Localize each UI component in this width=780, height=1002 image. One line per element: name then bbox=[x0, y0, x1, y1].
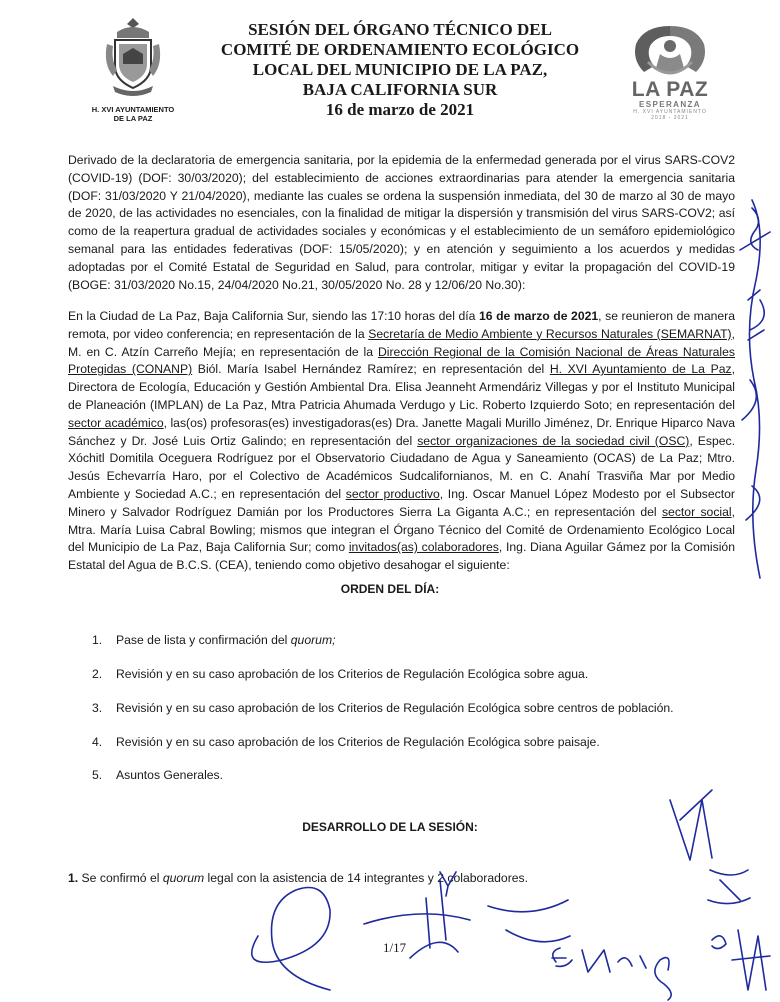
p2-text-6: , las(os) profesoras(es) investigadoras(es) Dra. Janette Magali Murillo Jiménez, Dr. Enrique Hiparco Nava Sánchez y Dr. José Luis Ortiz Galindo; en representación del bbox=[68, 415, 736, 448]
p2-semarnat: Secretaría de Medio Ambiente y Recursos Naturales (SEMARNAT) bbox=[368, 326, 732, 341]
agenda-text: Revisión y en su caso aprobación de los Criterios de Regulación Ecológica sobre paisaje. bbox=[116, 735, 600, 749]
p2-text-5: , Directora de Ecología, Educación y Gestión Ambiental Dra. Elisa Jeanneht Armendáriz Villegas y por el Instituto Municipal de Planeación (IMPLAN) de La Paz, Mtra Patricia Ahumada Verdugo y Lic. Roberto Izquierdo Soto; en representación del bbox=[68, 362, 735, 412]
p2-sector-social: sector social bbox=[661, 504, 732, 519]
agenda-text: Asuntos Generales. bbox=[116, 768, 224, 782]
agenda-heading: ORDEN DEL DÍA: bbox=[340, 582, 440, 596]
agenda-num: 1. bbox=[92, 633, 103, 647]
logo-years: 2018 - 2021 bbox=[651, 115, 689, 121]
p2-ayuntamiento: H. XVI Ayuntamiento de La Paz bbox=[549, 362, 732, 377]
p2-text-1: En la Ciudad de La Paz, Baja California Sur, siendo las 17:10 horas del día bbox=[68, 309, 479, 323]
p2-sector-academico: sector académico bbox=[68, 415, 164, 430]
agenda-item bbox=[92, 667, 588, 681]
signature-5-icon bbox=[655, 958, 671, 1000]
mark-1-icon bbox=[751, 208, 759, 250]
coat-of-arms-icon bbox=[103, 14, 163, 98]
signature-2-icon bbox=[364, 880, 470, 958]
agenda-num: 2. bbox=[92, 667, 103, 681]
agenda-item bbox=[92, 735, 600, 749]
agenda-text: Pase de lista y confirmación del bbox=[116, 633, 291, 647]
signature-8-icon bbox=[732, 930, 770, 990]
attendance-paragraph bbox=[68, 308, 735, 575]
logo-name: LA PAZ bbox=[631, 78, 709, 101]
la-paz-emblem-icon bbox=[626, 22, 714, 84]
agenda-num: 4. bbox=[92, 735, 103, 749]
p2-text-7: , Espec. Xóchitl Domitila Oceguera Rodríguez por el Observatorio Ciudadano de Agua y Saneamiento (OCAS) de La Paz; Mtro. Jesús Echevarría Haro, por el Colectivo de Académicos Sudcalifornianos, M. en C. Anahí Trasviña Mar por Medio Ambiente y Sociedad A.C.; en representación del bbox=[68, 433, 736, 501]
p2-text-3: , M. en C. Atzín Carreño Mejía; en representación de la bbox=[68, 326, 735, 359]
agenda-item bbox=[92, 701, 674, 715]
agenda-num: 3. bbox=[92, 701, 103, 715]
left-caption-line1: H. XVI AYUNTAMIENTO bbox=[91, 105, 175, 114]
p2-sector-productivo: sector productivo bbox=[345, 486, 440, 501]
mark-2-icon bbox=[748, 290, 760, 300]
agenda-text: Revisión y en su caso aprobación de los Criterios de Regulación Ecológica sobre centros de población. bbox=[116, 701, 674, 715]
p2-sector-osc: sector organizaciones de la sociedad civil (OSC) bbox=[417, 433, 690, 448]
agenda-italic: quorum; bbox=[290, 633, 336, 647]
dev-item-text-a: Se confirmó el bbox=[78, 871, 163, 885]
p2-conanp: Dirección Regional de la Comisión Nacional de Áreas Naturales Protegidas (CONANP) bbox=[68, 344, 735, 377]
p2-text-9: , Mtra. María Luisa Cabral Bowling; mismos que integran el Órgano Técnico del Comité de Ordenamiento Ecológico Local del Municipio de La Paz, Baja California Sur; como bbox=[68, 504, 736, 555]
dev-item-text-b: legal con la asistencia de 14 integrantes y 2 colaboradores. bbox=[204, 871, 529, 885]
la-paz-logo bbox=[622, 22, 718, 121]
p2-text-2: , se reunieron de manera remota, por video conferencia; en representación de la bbox=[68, 309, 735, 341]
title-line-2: COMITÉ DE ORDENAMIENTO ECOLÓGICO bbox=[220, 40, 580, 59]
development-heading: DESARROLLO DE LA SESIÓN: bbox=[302, 820, 478, 834]
dev-item-num: 1. bbox=[68, 871, 79, 885]
development-item-1 bbox=[68, 870, 735, 888]
signature-9-icon bbox=[712, 936, 726, 949]
page-number: 1/17 bbox=[383, 940, 407, 955]
logo-sub: ESPERANZA bbox=[639, 100, 701, 109]
mark-3-icon bbox=[748, 330, 764, 340]
margin-signature-icon bbox=[740, 200, 770, 578]
agenda-text: Revisión y en su caso aprobación de los Criterios de Regulación Ecológica sobre agua. bbox=[116, 667, 589, 681]
municipal-coat-of-arms bbox=[78, 14, 188, 123]
agenda-num: 5. bbox=[92, 768, 103, 782]
p2-session-date: 16 de marzo de 2021 bbox=[478, 309, 599, 323]
signature-3-icon bbox=[488, 900, 570, 942]
left-caption-line2: DE LA PAZ bbox=[113, 114, 153, 123]
title-line-4: BAJA CALIFORNIA SUR bbox=[302, 80, 498, 99]
p2-text-4: Biól. María Isabel Hernández Ramírez; en representación del bbox=[192, 362, 550, 377]
signature-4-icon bbox=[552, 948, 646, 972]
agenda-item bbox=[92, 768, 223, 782]
intro-paragraph: Derivado de la declaratoria de emergencia sanitaria, por la epidemia de la enfermedad generada por el virus SARS-COV2 (COVID-19) (DOF: 30/03/2020); del establecimiento de acciones extraordinarias para atender la emergencia sanitaria (DOF: 31/03/2020 Y 21/04/2020), mediante las cuales se ordena la suspensión inmediata, del 30 de marzo al 30 de mayo de 2020, de las actividades no esenciales, con la finalidad de mitigar la dispersión y transmisión del virus SARS-COV2; así como de la reapertura gradual de actividades sociales y económicas y el establecimiento de un semáforo epidemiológico semanal para las entidades federativas (DOF: 15/05/2020); y en atención y seguimiento a los acuerdos y medidas adoptadas por el Comité Estatal de Seguridad en Salud, para controlar, mitigar y evitar la propagación del COVID-19 (BOGE: 31/03/2020 No.15, 24/04/2020 No.21, 30/05/2020 No. 28 y 12/06/20 No.30): bbox=[68, 153, 735, 292]
title-line-3: LOCAL DEL MUNICIPIO DE LA PAZ, bbox=[252, 60, 548, 79]
title-date: 16 de marzo de 2021 bbox=[325, 100, 475, 119]
p2-invitados: invitados(as) colaboradores bbox=[348, 540, 499, 555]
p2-text-8: , Ing. Oscar Manuel López Modesto por el Subsector Minero y Salvador Rodríguez Damián por los Productores Sierra La Giganta A.C.; en representación del bbox=[68, 486, 735, 519]
logo-sub2: H. XVI AYUNTAMIENTO bbox=[633, 109, 707, 115]
signature-1-icon bbox=[252, 888, 330, 991]
title-line-1: SESIÓN DEL ÓRGANO TÉCNICO DEL bbox=[248, 20, 552, 39]
p2-text-10: , Ing. Diana Aguilar Gámez por la Comisión Estatal del Agua de B.C.S. (CEA), teniendo como objetivo desahogar el siguiente: bbox=[68, 540, 735, 573]
document-title bbox=[200, 20, 600, 120]
dev-item-quorum: quorum bbox=[162, 871, 205, 885]
agenda-item bbox=[92, 633, 336, 647]
